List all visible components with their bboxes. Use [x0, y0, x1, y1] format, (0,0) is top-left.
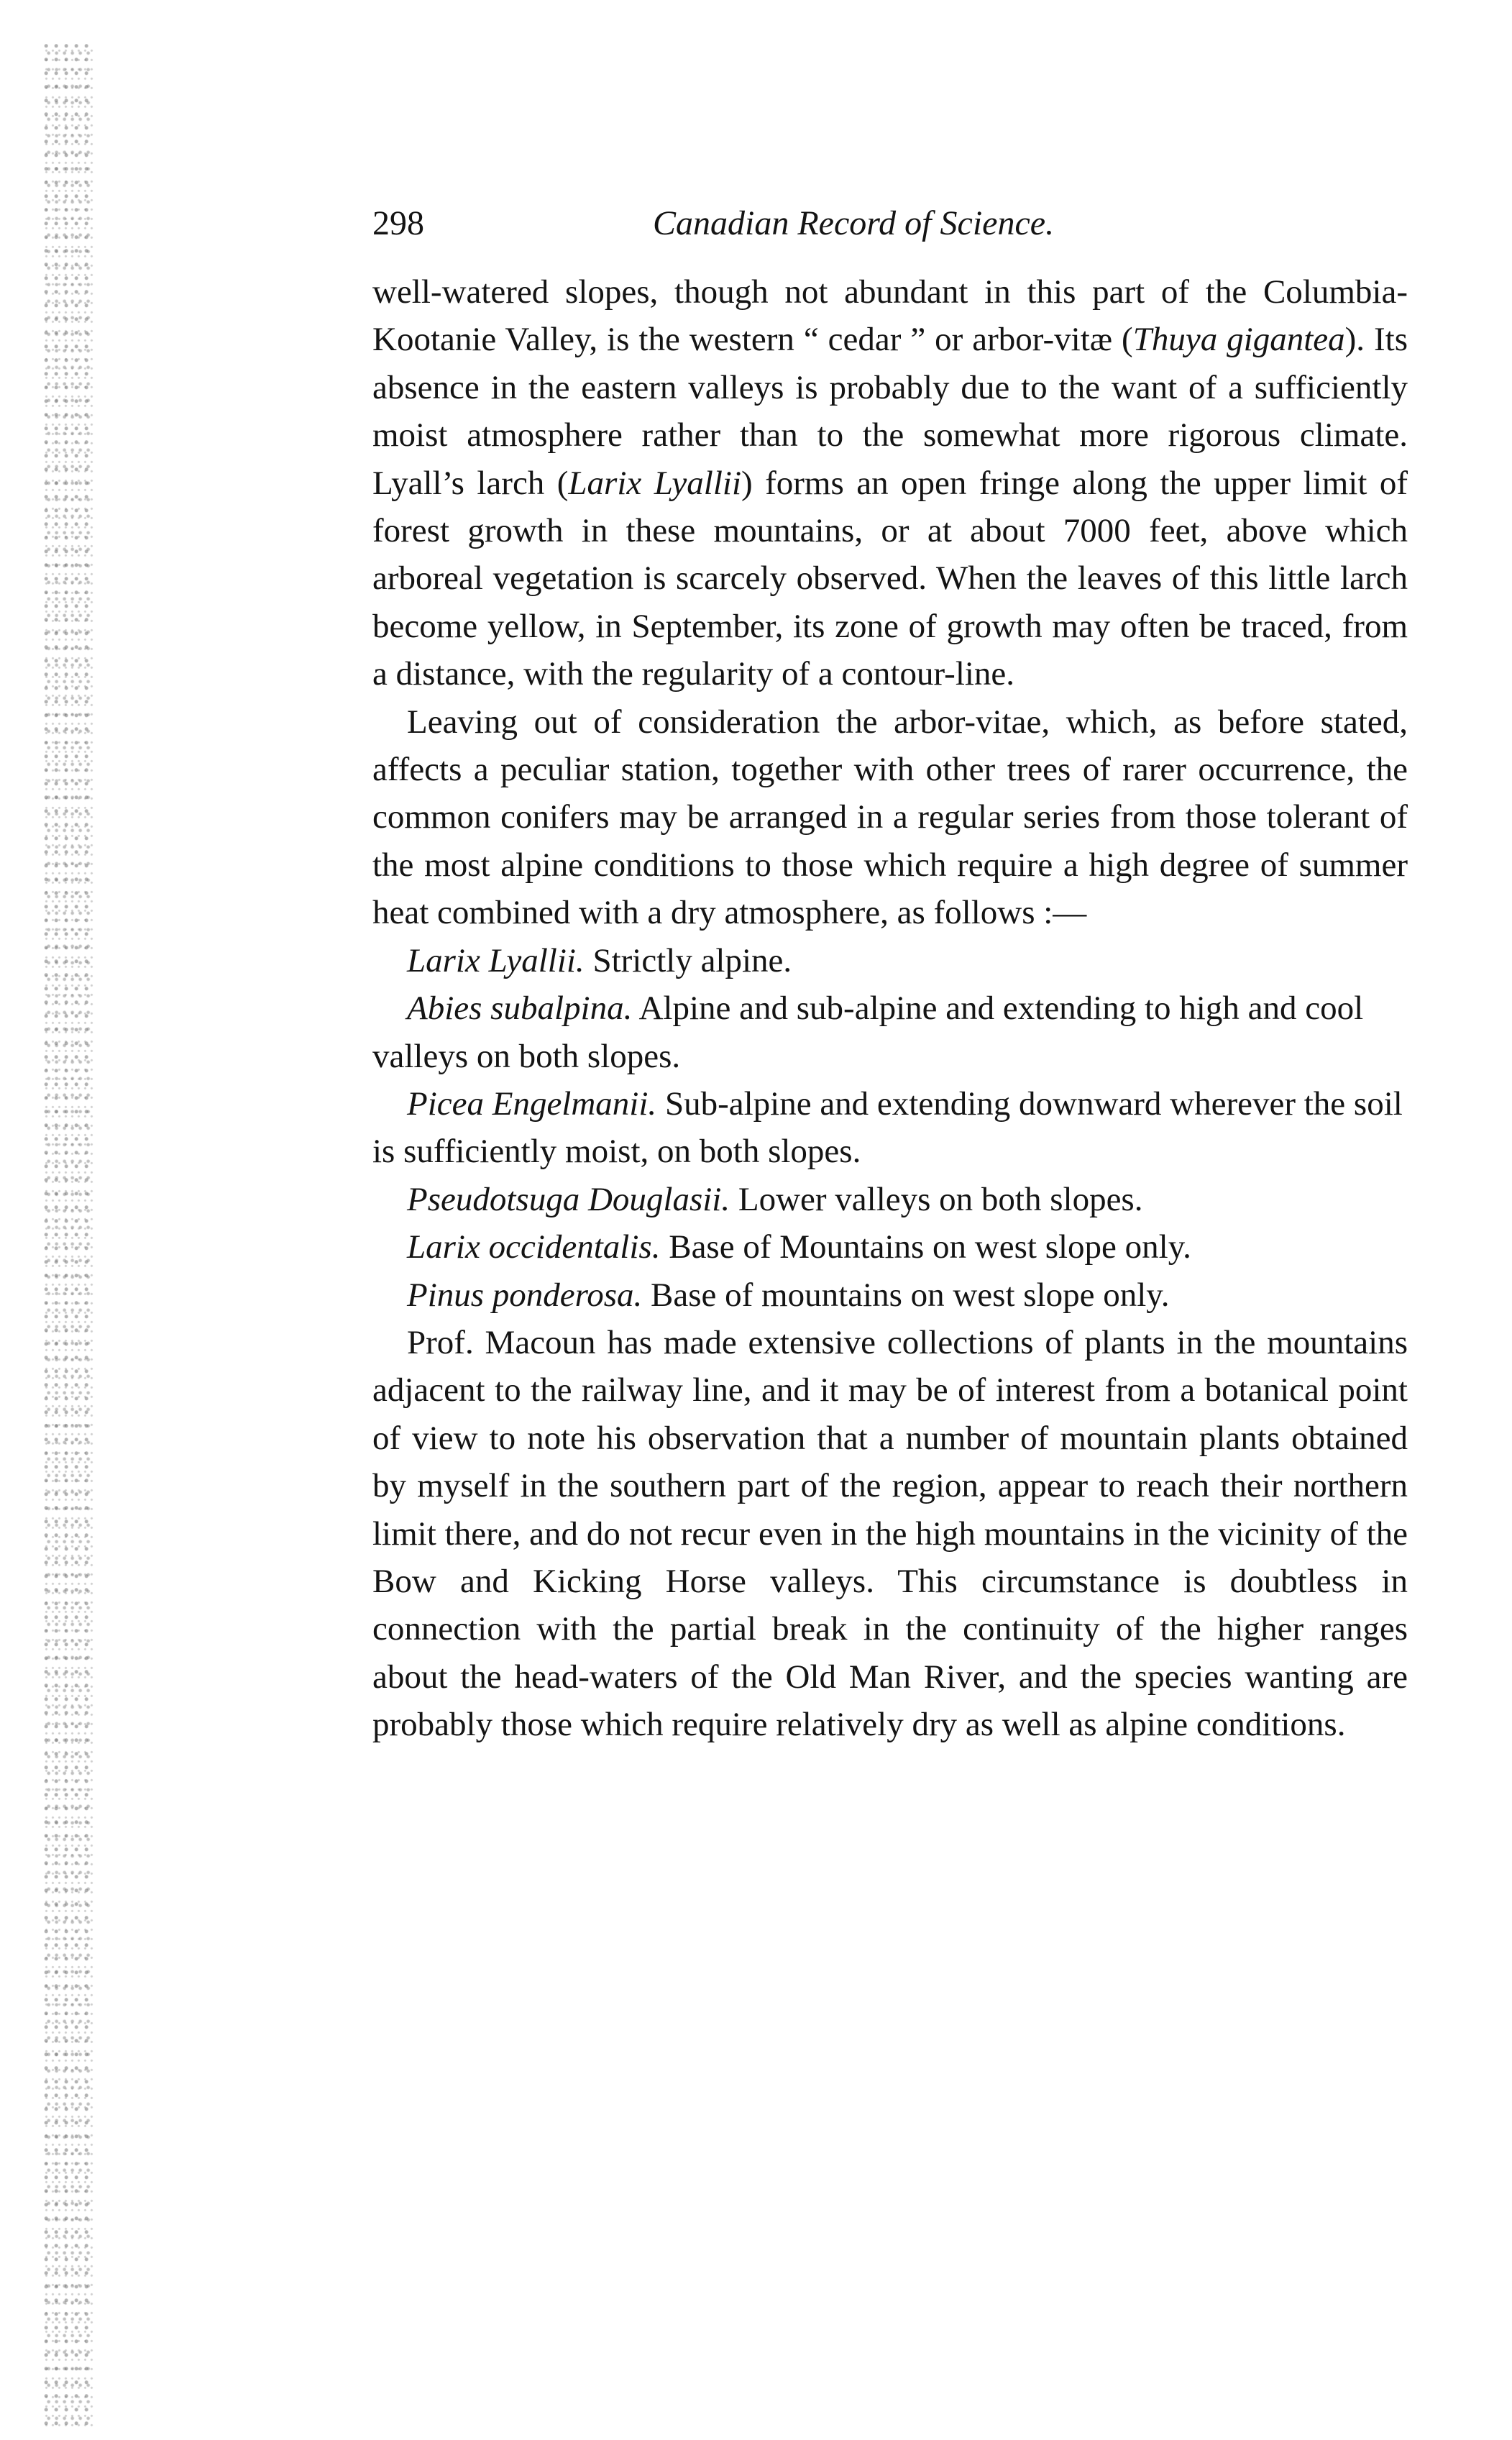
running-head — [372, 204, 1408, 251]
paragraph-text: ). Its absence in the eastern valleys is probably due to the want of a sufficiently moist atmosphere rather than to the somewhat more rigorous climate. Lyall’s larch ( — [372, 321, 1408, 502]
scan-gutter-noise — [43, 43, 93, 2431]
species-description: Alpine and sub-alpine and extending to high and cool valleys on both slopes. — [372, 990, 1364, 1075]
list-item — [372, 1176, 1408, 1223]
species-description: Base of mountains on west slope only. — [642, 1276, 1170, 1314]
species-description: Strictly alpine. — [584, 941, 792, 979]
body-text — [372, 268, 1408, 1749]
species-name: Larix Lyallii — [568, 464, 742, 502]
page — [372, 204, 1408, 1749]
species-description: Base of Mountains on west slope only. — [660, 1228, 1191, 1266]
page-number: 298 — [372, 204, 424, 242]
species-list — [372, 937, 1408, 1319]
species-name: Thuya gigantea — [1132, 321, 1345, 359]
species-name: Larix Lyallii. — [407, 941, 585, 979]
paragraph-text: ) forms an open fringe along the upper limit of forest growth in these mountains, or at about 7000 feet, above which arboreal vegetation is scarcely observed. When the leaves of this little larch become yellow, in September, its zone of growth may often be traced, from a distance, with the regularity of a contour-line. — [372, 464, 1408, 693]
paragraph-continued — [372, 268, 1408, 698]
species-name: Abies subalpina. — [407, 990, 633, 1028]
list-item — [372, 984, 1408, 1080]
list-item — [372, 937, 1408, 984]
list-item — [372, 1080, 1408, 1176]
paragraph-text: well-watered slopes, though not abundant in this part of the Columbia-Kootanie Valley, is the western “ cedar ” or arbor-vitæ ( — [372, 273, 1408, 359]
species-name: Pseudotsuga Douglasii. — [407, 1180, 730, 1218]
species-name: Picea Engelmanii. — [407, 1084, 657, 1123]
list-item — [372, 1271, 1408, 1319]
running-title: Canadian Record of Science. — [653, 204, 1055, 242]
species-description: Lower valleys on both slopes. — [730, 1180, 1143, 1218]
species-name: Pinus ponderosa. — [407, 1276, 643, 1314]
paragraph-macoun: Prof. Macoun has made extensive collections of plants in the mountains adjacent to the railway line, and it may be of interest from a botanical point of view to note his observation that a number of mountain plants obtained by myself in the southern part of the region, appear to reach their northern limit there, and do not recur even in the high mountains in the vicinity of the Bow and Kicking Horse valleys. This circumstance is doubtless in connection with the partial break in the continuity of the higher ranges about the head-waters of the Old Man River, and the species wanting are probably those which require relatively dry as well as alpine conditions. — [372, 1323, 1408, 1744]
list-item — [372, 1223, 1408, 1271]
species-name: Larix occidentalis. — [407, 1228, 661, 1266]
paragraph-conifer-series: Leaving out of consideration the arbor-vitae, which, as before stated, affects a peculiar station, together with other trees of rarer occurrence, the common conifers may be arranged in a regular series from those tolerant of the most alpine conditions to those which require a high degree of summer heat combined with a dry atmosphere, as follows :— — [372, 703, 1408, 932]
species-description: Sub-alpine and extending downward wherever the soil is sufficiently moist, on both slopes. — [372, 1084, 1403, 1171]
